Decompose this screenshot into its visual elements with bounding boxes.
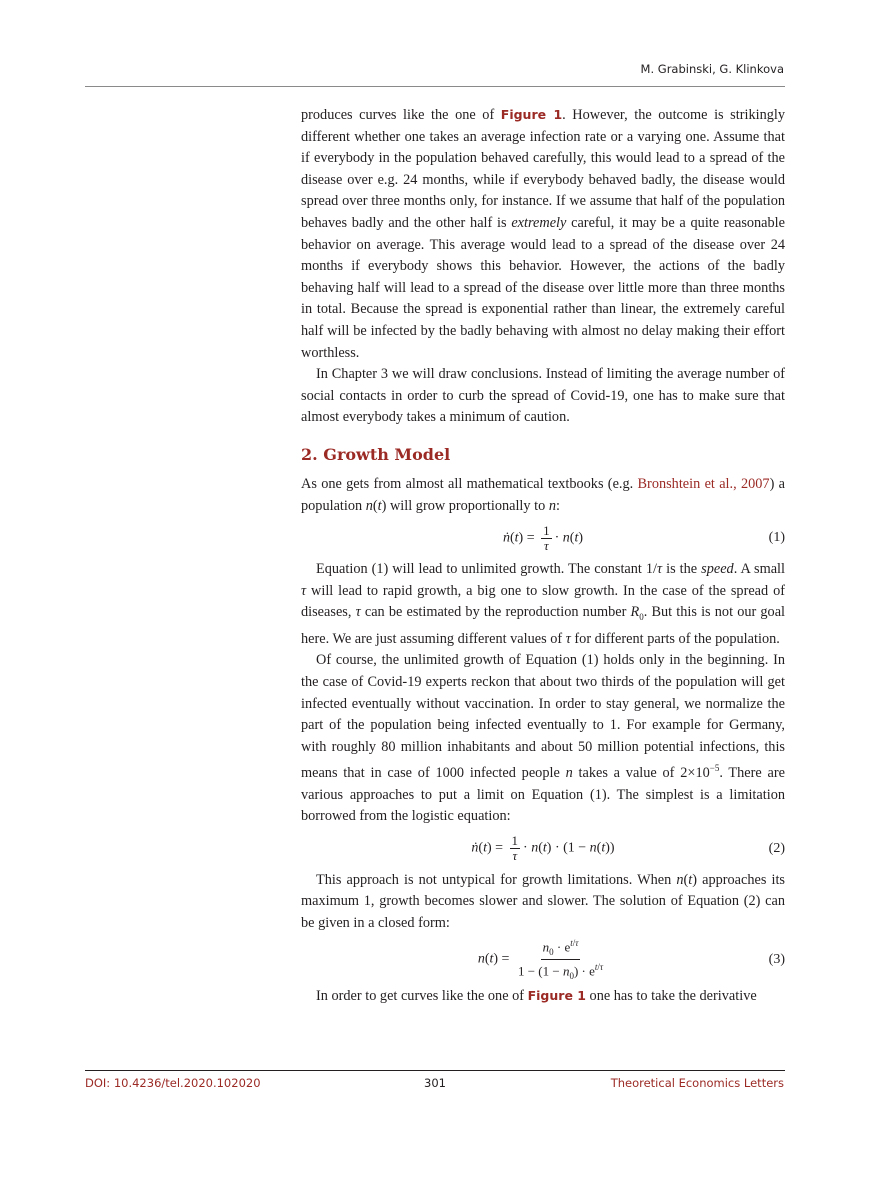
header-rule — [85, 86, 785, 87]
footer-doi[interactable]: DOI: 10.4236/tel.2020.102020 — [85, 1076, 261, 1090]
main-column — [301, 104, 785, 1007]
equation-3-number: (3) — [768, 951, 785, 967]
paragraph-4-text-e: can be estimated by the reproduction number — [360, 604, 631, 621]
math-tau: τ — [355, 604, 361, 621]
paragraph-1 — [301, 104, 785, 364]
paragraph-6-text-b: approaches its maximum 1, growth becomes slower and slower. The solution of Equation (2) can be given in a closed form: — [301, 871, 785, 932]
paragraph-4-text-f: . But this is not our goal here. We are just assuming different values of — [301, 604, 786, 647]
footer-page-number: 301 — [424, 1076, 446, 1090]
paragraph-5-text-c: . There are various approaches to put a limit on Equation (1). The simplest is a limitation borrowed from the logistic equation: — [301, 765, 785, 825]
equation-3 — [301, 935, 785, 985]
figure-1-link[interactable]: Figure 1 — [527, 987, 586, 1003]
paragraph-6 — [301, 870, 785, 935]
paragraph-7-text-b: one has to take the derivative — [585, 987, 757, 1004]
paragraph-6-text-a: This approach is not untypical for growth limitations. When — [316, 871, 677, 888]
section-title: 2. Growth Model — [301, 444, 451, 464]
paragraph-2: In Chapter 3 we will draw conclusions. Instead of limiting the average number of social contacts in order to curb the spread of Covid-19, one has to make sure that almost everybody takes a minimum of caution. — [301, 366, 785, 426]
paragraph-4 — [301, 559, 785, 650]
paragraph-5-text-a: Of course, the unlimited growth of Equation (1) holds only in the beginning. In the case of Covid-19 experts reckon that about two thirds of the population will get infected eventually without vaccination. In order to stay general, we normalize the part of the population being infected eventually to 1. For example for Germany, with roughly 80 million inhabitants and about 50 million potential infections, this means that in case of 1000 infected people — [301, 652, 785, 782]
footer-journal-name[interactable]: Theoretical Economics Letters — [610, 1076, 784, 1090]
math-n-of-t: n — [365, 497, 373, 514]
equation-1-formula: ṅ(t) = $\frac{1}{\tau}$ · n(t) — [502, 522, 584, 553]
equation-1 — [301, 517, 785, 559]
figure-1-link[interactable]: Figure 1 — [500, 107, 563, 122]
paragraph-5-text-b: takes a value of — [572, 765, 681, 782]
math-one-over-tau: 1/τ — [645, 561, 663, 578]
paragraph-4-text-d: will lead to rapid growth, a big one to slow growth. In the case of the spread of diseases, — [301, 582, 785, 621]
paragraph-3-text-e: : — [555, 497, 560, 514]
running-header-authors: M. Grabinski, G. Klinkova — [640, 62, 784, 76]
emphasis-speed: speed — [701, 561, 734, 578]
paragraph-3-text-b: ) a population — [301, 475, 785, 514]
math-2e-5: $2\times 10^{-5}$ — [680, 763, 720, 782]
paragraph-4-text-b: is the — [662, 561, 702, 578]
math-tau: τ — [565, 630, 571, 647]
paragraph-1-text-b: . However, the outcome is strikingly different whether one takes an average infection rate or a varying one. Assume that if everybody in the population behaved carefully, this would lead to a spread of the disease over e.g. 24 months, while if everybody behaved badly, the disease would spread over three months only, for instance. If we assume that half of the population behaves badly and the other half is — [301, 107, 785, 231]
equation-1-number: (1) — [768, 530, 785, 546]
math-n-of-t: n(t) — [676, 871, 698, 888]
paragraph-3-text-c: will grow proportionally to — [386, 497, 549, 514]
equation-2-formula: ṅ(t) = $\frac{1}{\tau}$ · n(t) · (1 − n(t)) — [471, 833, 615, 864]
equation-2 — [301, 828, 785, 870]
paragraph-4-text-g: for different parts of the population. — [570, 630, 780, 647]
paragraph-3: As one gets from almost all mathematical textbooks (e.g. Bronshtein et al., 2007) a population n(t) will grow proportionally to n: — [301, 475, 785, 514]
equation-3-formula: n(t) = $\frac{n_0 \cdot e^{t/\tau}}{1 - (1 - n_0) \cdot e^{t/\tau}}$ — [477, 938, 604, 982]
citation-link[interactable]: Bronshtein et al., 2007 — [637, 475, 770, 492]
paragraph-3-text-a: As one gets from almost all mathematical textbooks (e.g. — [301, 475, 638, 492]
equation-2-number: (2) — [768, 840, 785, 856]
math-tau: τ — [301, 582, 307, 599]
paragraph-4-text-a: Equation (1) will lead to unlimited growth. The constant — [316, 561, 646, 578]
paragraph-7 — [301, 985, 785, 1008]
math-n: n — [548, 497, 556, 514]
math-n: n — [565, 765, 573, 782]
footer-rule — [85, 1070, 785, 1071]
paragraph-1-text-a: produces curves like the one of — [301, 107, 501, 123]
emphasis-extremely: extremely — [511, 214, 567, 231]
math-r0: $R_0$ — [630, 604, 644, 623]
paragraph-5 — [301, 650, 785, 828]
paragraph-7-text-a: In order to get curves like the one of — [316, 987, 528, 1004]
paragraph-4-text-c: . A small — [733, 561, 785, 578]
paragraph-1-text-c: careful, it may be a quite reasonable behavior on average. This average would lead to a spread of the disease over 24 months if everybody shows this behavior. However, the actions of the badly behaving half will lead to a spread of the disease over little more than three months in total. Because the spread is exponential rather than linear, the extremely careful half will be infected by the badly behaving with almost no delay making their effort worthless. — [301, 214, 785, 361]
